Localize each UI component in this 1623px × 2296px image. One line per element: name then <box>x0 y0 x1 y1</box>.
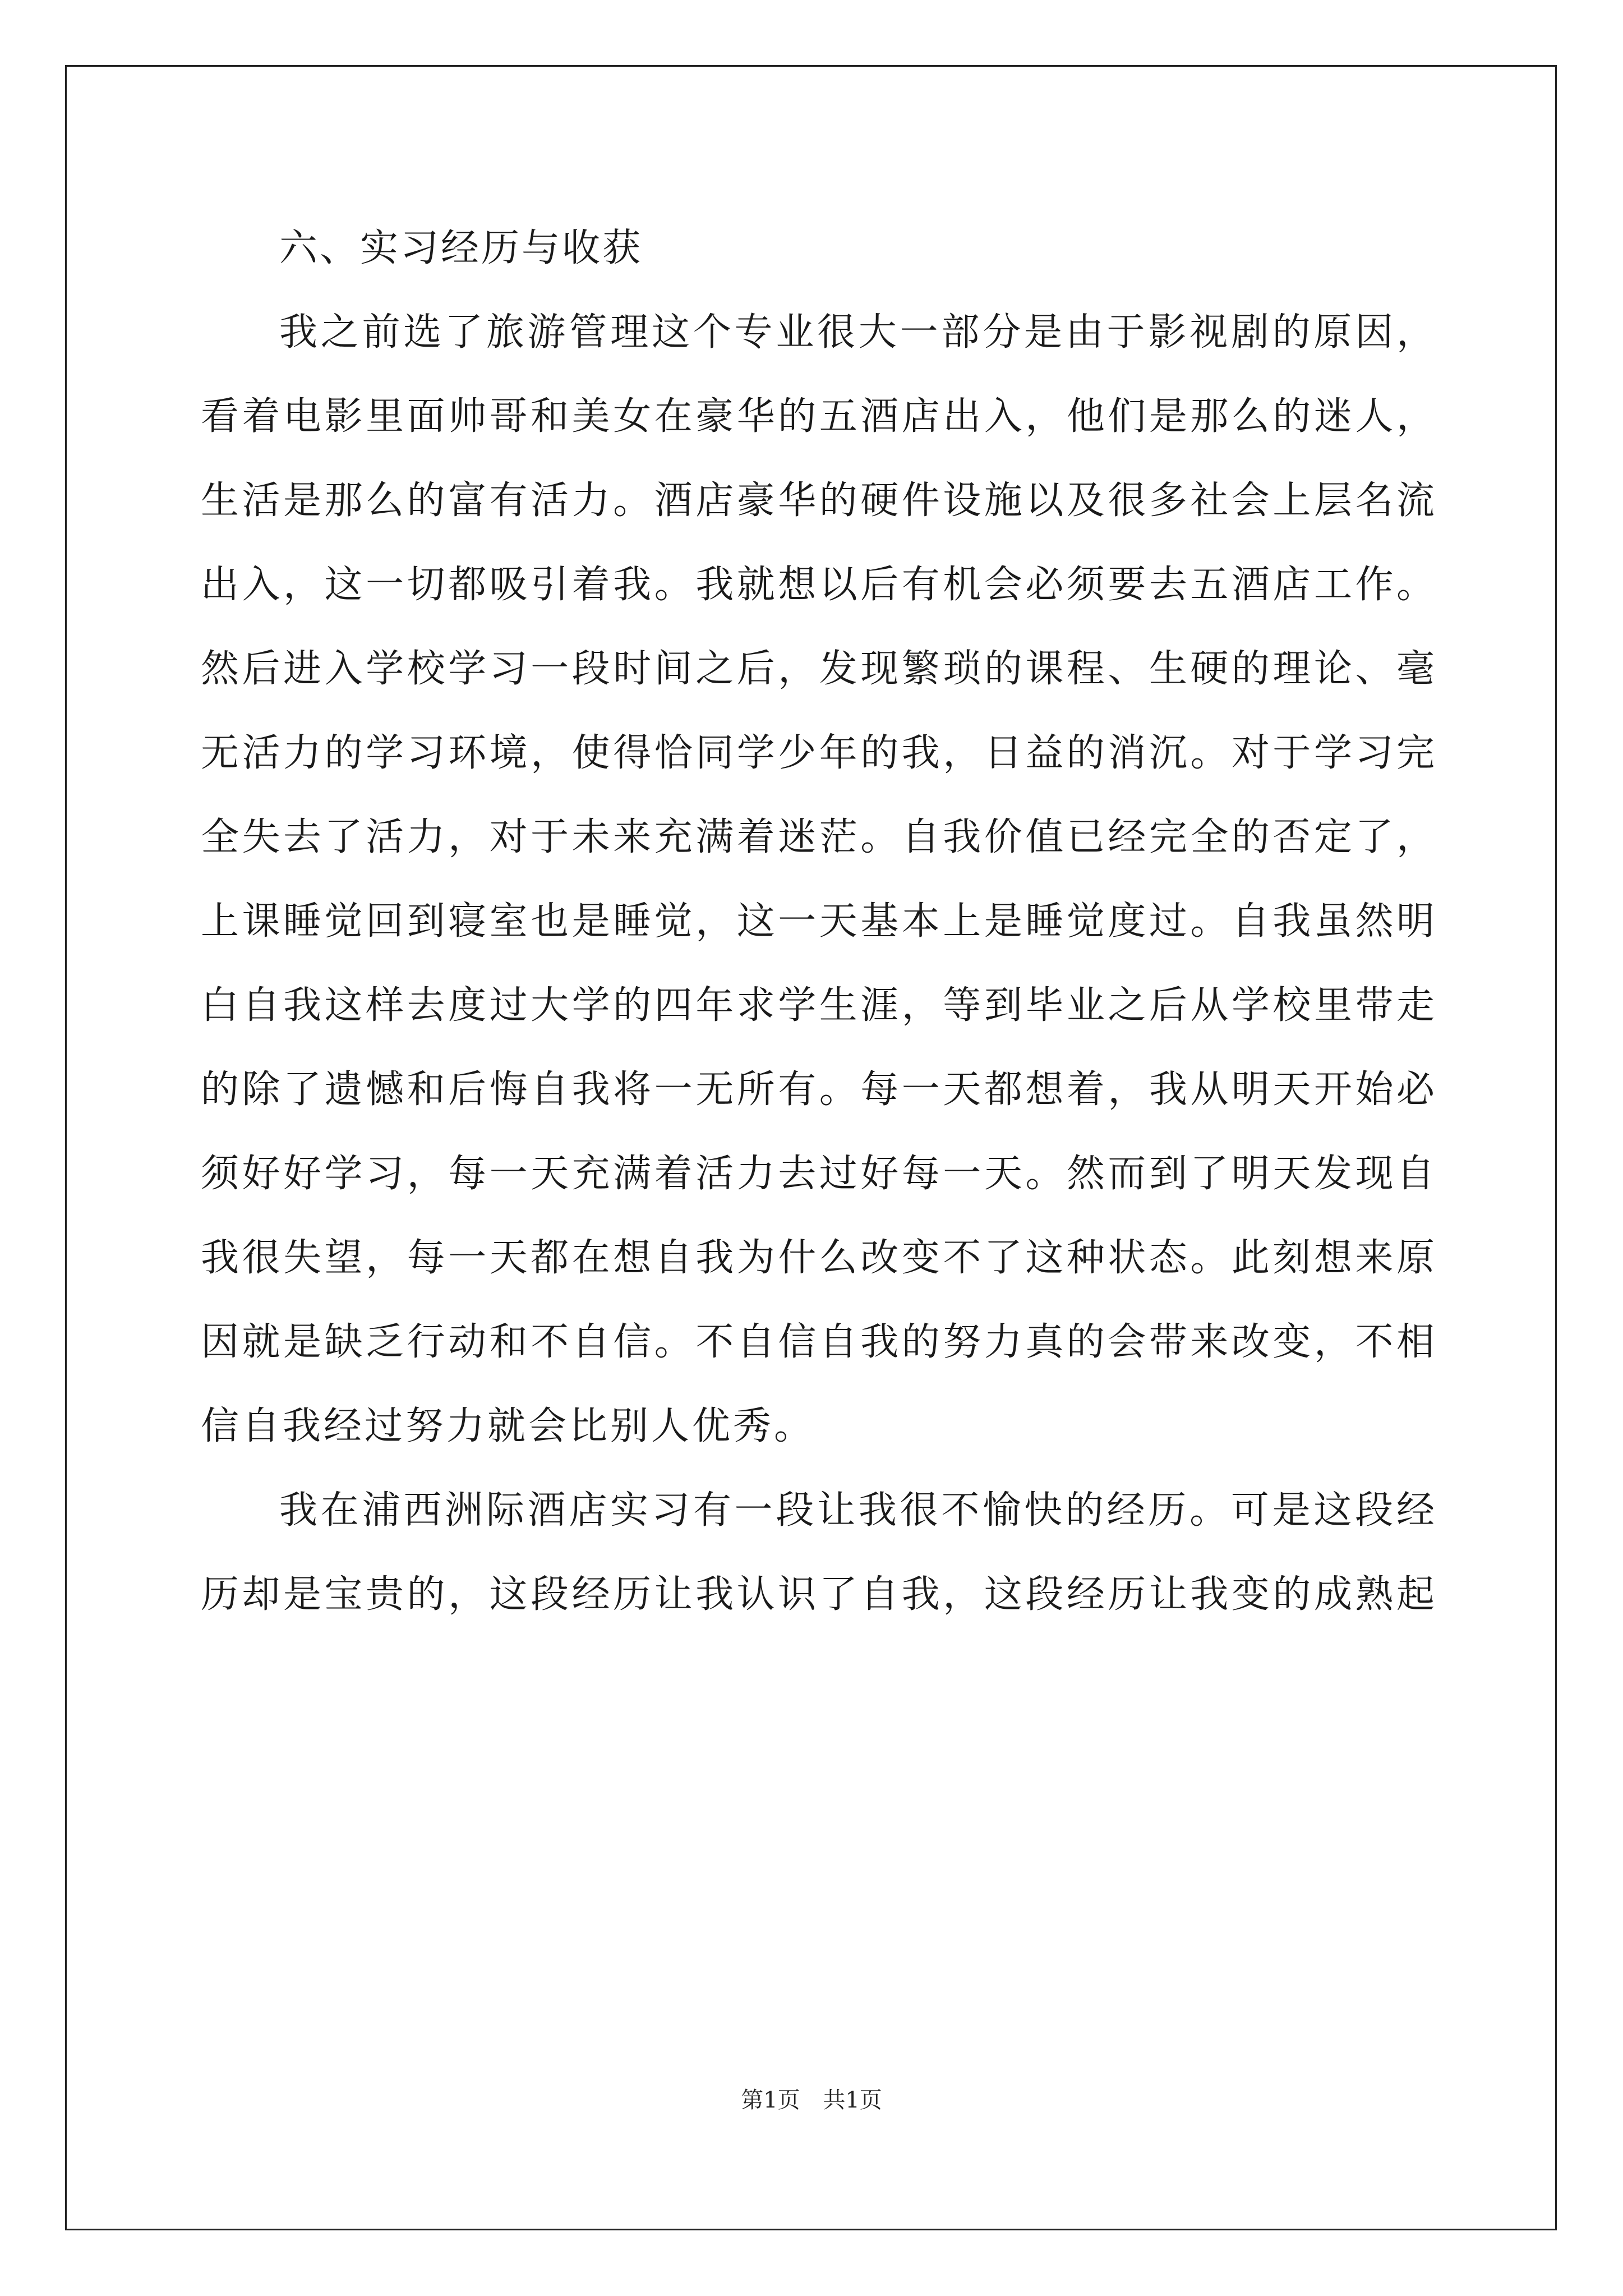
paragraph-line: 白自我这样去度过大学的四年求学生涯，等到毕业之后从学校里带走 <box>201 983 1435 1028</box>
document-body <box>201 206 1435 1637</box>
paragraph-line: 看着电影里面帅哥和美女在豪华的五酒店出入，他们是那么的迷人， <box>201 394 1435 439</box>
paragraph-line: 历却是宝贵的，这段经历让我认识了自我，这段经历让我变的成熟起 <box>201 1572 1435 1617</box>
paragraph-line: 我在浦西洲际酒店实习有一段让我很不愉快的经历。可是这段经 <box>279 1488 1435 1533</box>
paragraph-2 <box>201 1469 1435 1637</box>
paragraph-line: 信自我经过努力就会比别人优秀。 <box>201 1404 815 1448</box>
paragraph-line: 我很失望，每一天都在想自我为什么改变不了这种状态。此刻想来原 <box>201 1236 1435 1280</box>
paragraph-line: 上课睡觉回到寝室也是睡觉，这一天基本上是睡觉度过。自我虽然明 <box>201 899 1435 944</box>
paragraph-line: 然后进入学校学习一段时间之后，发现繁琐的课程、生硬的理论、毫 <box>201 647 1435 691</box>
paragraph-line: 无活力的学习环境，使得恰同学少年的我，日益的消沉。对于学习完 <box>201 731 1435 775</box>
paragraph-line: 全失去了活力，对于未来充满着迷茫。自我价值已经完全的否定了， <box>201 815 1435 859</box>
paragraph-line: 须好好学习，每一天充满着活力去过好每一天。然而到了明天发现自 <box>201 1152 1435 1196</box>
page-number: 第1页 <box>741 2087 800 2113</box>
paragraph-line: 生活是那么的富有活力。酒店豪华的硬件设施以及很多社会上层名流 <box>201 478 1435 523</box>
paragraph-1 <box>201 291 1435 1469</box>
page-footer <box>0 2083 1623 2117</box>
paragraph-line: 因就是缺乏行动和不自信。不自信自我的努力真的会带来改变，不相 <box>201 1320 1435 1364</box>
paragraph-line: 的除了遗憾和后悔自我将一无所有。每一天都想着，我从明天开始必 <box>201 1068 1435 1112</box>
paragraph-line: 我之前选了旅游管理这个专业很大一部分是由于影视剧的原因， <box>279 310 1435 355</box>
page-total: 共1页 <box>823 2087 882 2113</box>
paragraph-line: 出入，这一切都吸引着我。我就想以后有机会必须要去五酒店工作。 <box>201 563 1435 607</box>
section-title: 六、实习经历与收获 <box>279 226 643 270</box>
